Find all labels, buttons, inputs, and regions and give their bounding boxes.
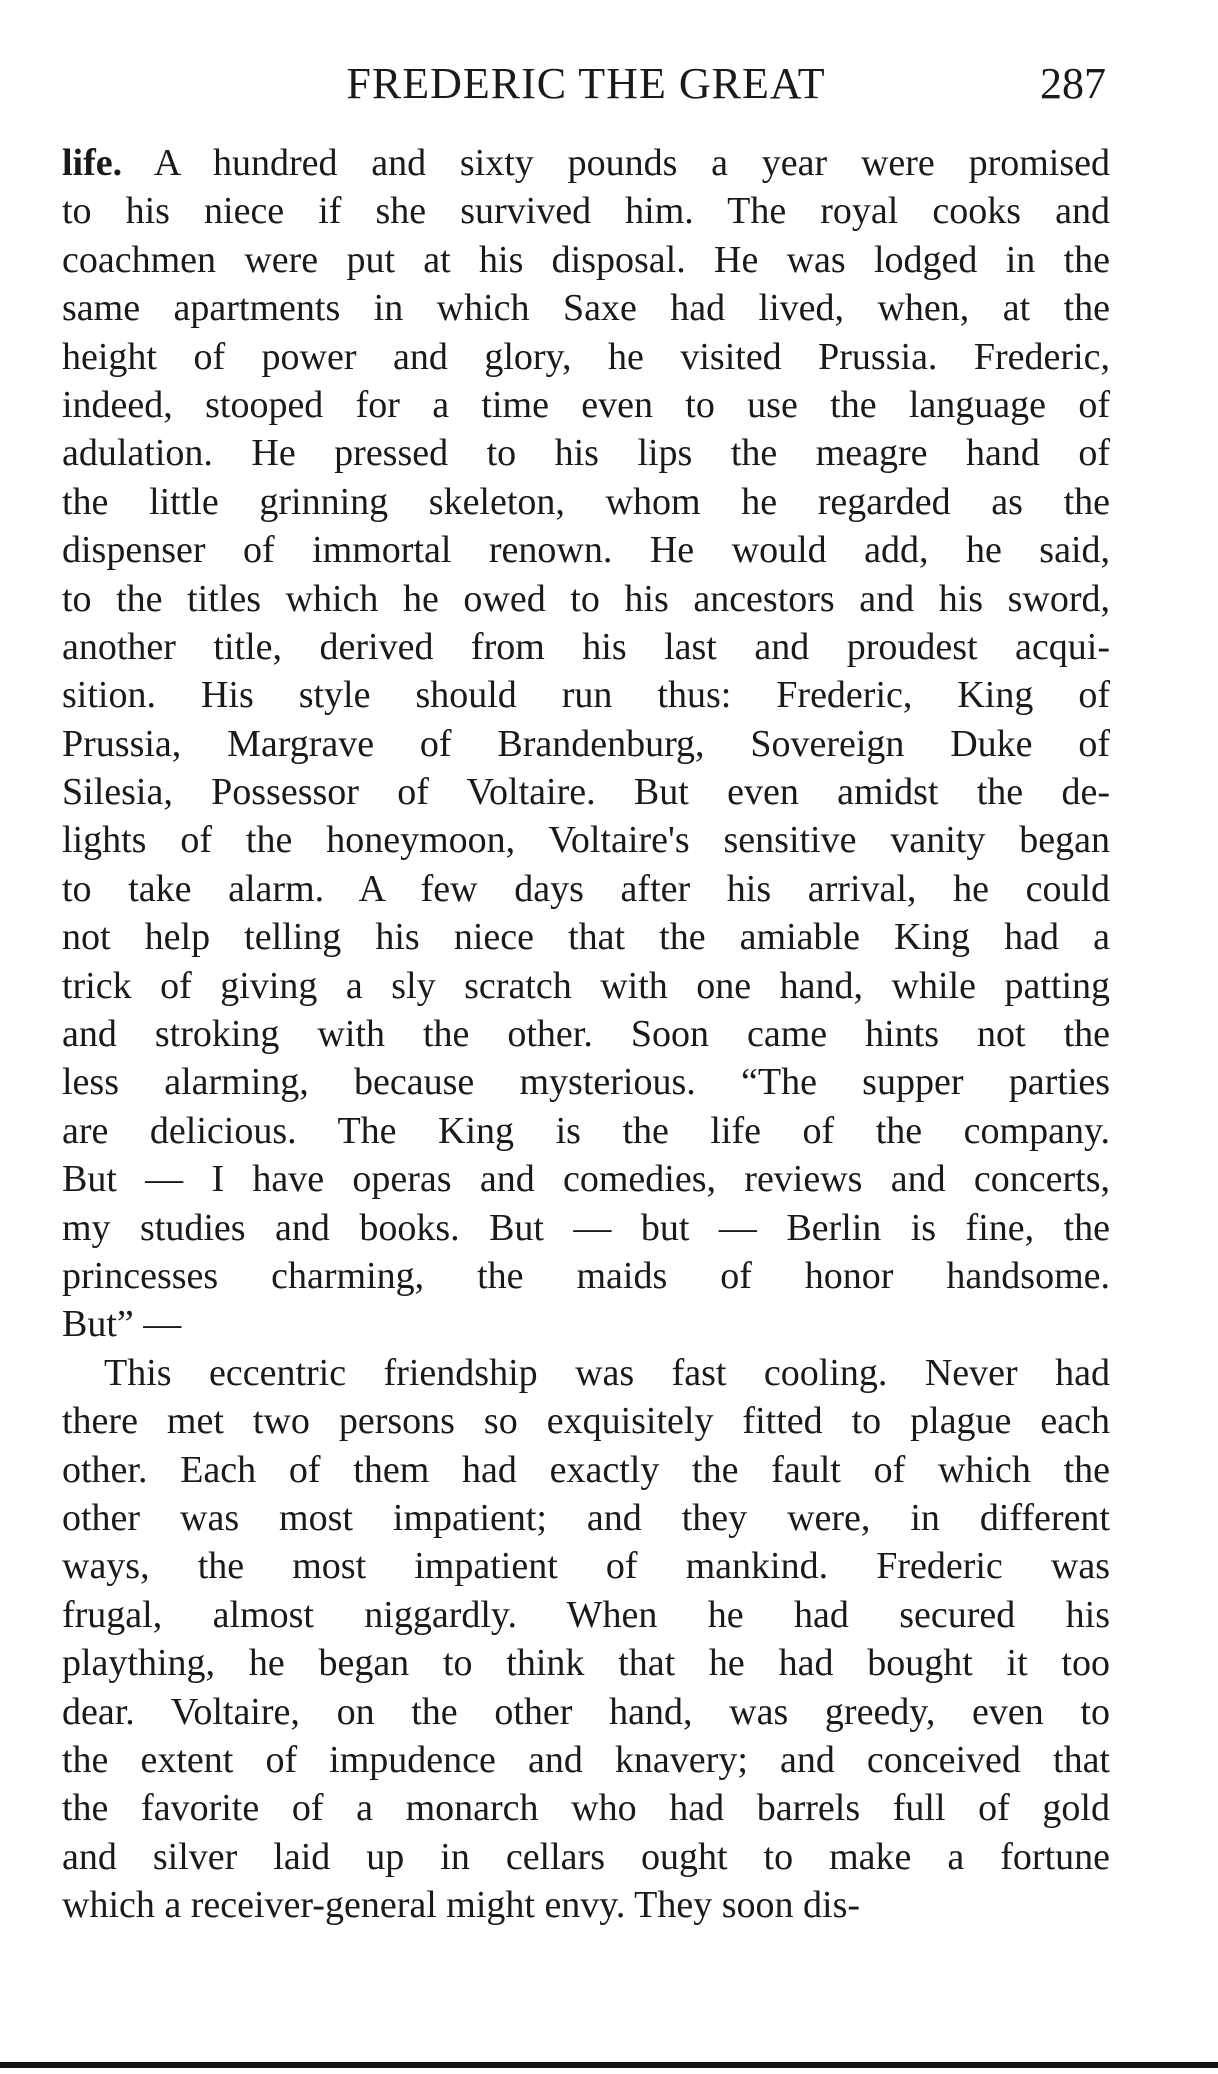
text-line: and silver laid up in cellars ought to make a fortune: [62, 1835, 1110, 1878]
text-line: But” —: [62, 1303, 182, 1346]
page-header: [62, 52, 1110, 116]
bottom-rule: [0, 2062, 1218, 2068]
paragraph-1: [62, 139, 1110, 1349]
text-line: trick of giving a sly scratch with one hand, while patting: [62, 964, 1110, 1007]
text-line: coachmen were put at his disposal. He was lodged in the: [62, 238, 1110, 281]
text-line: plaything, he began to think that he had bought it too: [62, 1642, 1110, 1685]
text-line: to take alarm. A few days after his arrival, he could: [62, 867, 1110, 910]
text-line: there met two persons so exquisitely fitted to plague each: [62, 1400, 1110, 1443]
page-number: 287: [1040, 59, 1106, 108]
text-line: Silesia, Possessor of Voltaire. But even amidst the de-: [62, 771, 1110, 814]
text-line: adulation. He pressed to his lips the meagre hand of: [62, 432, 1110, 475]
text-line: lights of the honeymoon, Voltaire's sensitive vanity began: [62, 819, 1110, 862]
text-line: Prussia, Margrave of Brandenburg, Sovereign Duke of: [62, 722, 1110, 765]
text-line: sition. His style should run thus: Frederic, King of: [62, 674, 1110, 717]
running-head-title: FREDERIC THE GREAT: [346, 59, 826, 108]
text-line: This eccentric friendship was fast cooling. Never had: [104, 1351, 1110, 1394]
text-line: the extent of impudence and knavery; and conceived that: [62, 1738, 1110, 1781]
text-line: But — I have operas and comedies, reviews and concerts,: [62, 1158, 1110, 1201]
paragraph-2: [62, 1349, 1110, 1930]
text-line: frugal, almost niggardly. When he had secured his: [62, 1593, 1110, 1636]
text-line: dear. Voltaire, on the other hand, was greedy, even to: [62, 1690, 1110, 1733]
text-line: not help telling his niece that the amiable King had a: [62, 916, 1110, 959]
text-line: to his niece if she survived him. The royal cooks and: [62, 190, 1110, 233]
text-line: less alarming, because mysterious. “The supper parties: [62, 1061, 1110, 1104]
text-line: indeed, stooped for a time even to use the language of: [62, 383, 1110, 426]
text-line-content: A hundred and sixty pounds a year were promised: [122, 142, 1110, 184]
text-line: princesses charming, the maids of honor handsome.: [62, 1254, 1110, 1297]
text-line: the little grinning skeleton, whom he regarded as the: [62, 480, 1110, 523]
text-line: other. Each of them had exactly the fault of which the: [62, 1448, 1110, 1491]
text-line: another title, derived from his last and proudest acqui-: [62, 625, 1110, 668]
text-line: which a receiver-general might envy. They soon dis-: [62, 1884, 861, 1927]
text-line: [62, 139, 1110, 187]
text-line: same apartments in which Saxe had lived, when, at the: [62, 287, 1110, 330]
lead-word: life.: [62, 142, 123, 184]
text-line: are delicious. The King is the life of the company.: [62, 1109, 1110, 1152]
text-line: dispenser of immortal renown. He would add, he said,: [62, 529, 1110, 572]
text-line: the favorite of a monarch who had barrels full of gold: [62, 1787, 1110, 1830]
text-line: and stroking with the other. Soon came hints not the: [62, 1013, 1110, 1056]
text-line: to the titles which he owed to his ancestors and his sword,: [62, 577, 1110, 620]
text-line: height of power and glory, he visited Prussia. Frederic,: [62, 335, 1110, 378]
page-body: [62, 139, 1110, 1929]
text-line: other was most impatient; and they were, in different: [62, 1496, 1110, 1539]
text-line: my studies and books. But — but — Berlin is fine, the: [62, 1206, 1110, 1249]
text-line: ways, the most impatient of mankind. Frederic was: [62, 1545, 1110, 1588]
